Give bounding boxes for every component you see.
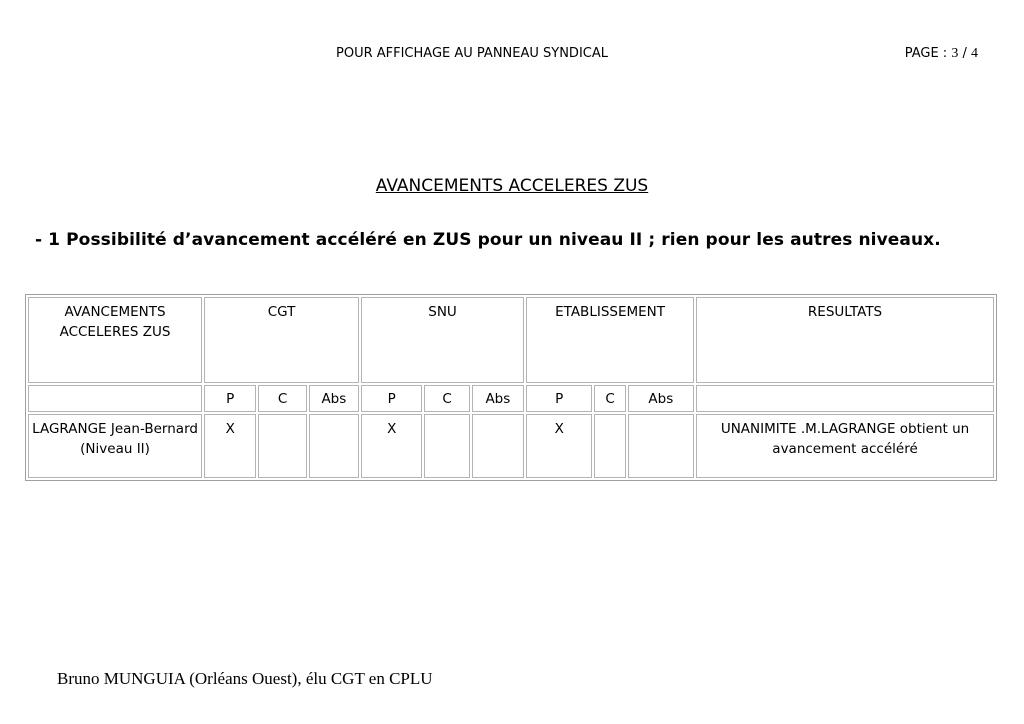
subheader-etab-c: C bbox=[594, 385, 625, 412]
cell-cgt-c bbox=[258, 414, 306, 478]
header-cell-cgt: CGT bbox=[204, 297, 359, 383]
subheader-etab-abs: Abs bbox=[628, 385, 694, 412]
cell-snu-abs bbox=[472, 414, 524, 478]
subheader-snu-p: P bbox=[361, 385, 422, 412]
page-label: PAGE : bbox=[904, 46, 948, 61]
cell-cgt-abs bbox=[309, 414, 359, 478]
subheader-cgt-c: C bbox=[258, 385, 306, 412]
cell-cgt-p: X bbox=[204, 414, 256, 478]
cell-etab-p: X bbox=[526, 414, 592, 478]
subheader-etab-p: P bbox=[526, 385, 592, 412]
document-title: AVANCEMENTS ACCELERES ZUS bbox=[375, 176, 649, 196]
header-cell-subject: AVANCEMENTS ACCELERES ZUS bbox=[28, 297, 202, 383]
header-cell-etablissement: ETABLISSEMENT bbox=[526, 297, 694, 383]
cell-etab-abs bbox=[628, 414, 694, 478]
table-row bbox=[28, 414, 994, 478]
page-separator: / bbox=[962, 46, 967, 61]
table-subheader-row bbox=[28, 385, 994, 412]
subheader-cgt-abs: Abs bbox=[309, 385, 359, 412]
results-table bbox=[25, 294, 997, 481]
page-total: 4 bbox=[971, 46, 978, 61]
footer-signature: Bruno MUNGUIA (Orléans Ouest), élu CGT en CPLU bbox=[57, 669, 433, 688]
subheader-empty bbox=[28, 385, 202, 412]
subheader-results-empty bbox=[696, 385, 994, 412]
candidate-level: (Niveau II) bbox=[80, 441, 150, 457]
header-cell-snu: SNU bbox=[361, 297, 524, 383]
cell-result: UNANIMITE .M.LAGRANGE obtient un avancement accéléré bbox=[696, 414, 994, 478]
header-title: POUR AFFICHAGE AU PANNEAU SYNDICAL bbox=[336, 46, 608, 61]
subheader-snu-c: C bbox=[424, 385, 469, 412]
cell-snu-p: X bbox=[361, 414, 422, 478]
page-current: 3 bbox=[951, 46, 959, 61]
cell-snu-c bbox=[424, 414, 469, 478]
table-header-row bbox=[28, 297, 994, 383]
subheader-cgt-p: P bbox=[204, 385, 256, 412]
subheader-snu-abs: Abs bbox=[472, 385, 524, 412]
cell-candidate bbox=[28, 414, 202, 478]
header-cell-resultats: RESULTATS bbox=[696, 297, 994, 383]
intro-line: - 1 Possibilité d’avancement accéléré en ZUS pour un niveau II ; rien pour les autres niveaux. bbox=[35, 230, 941, 250]
candidate-name: LAGRANGE Jean-Bernard bbox=[32, 421, 198, 437]
page-number bbox=[905, 46, 978, 62]
cell-etab-c bbox=[594, 414, 625, 478]
